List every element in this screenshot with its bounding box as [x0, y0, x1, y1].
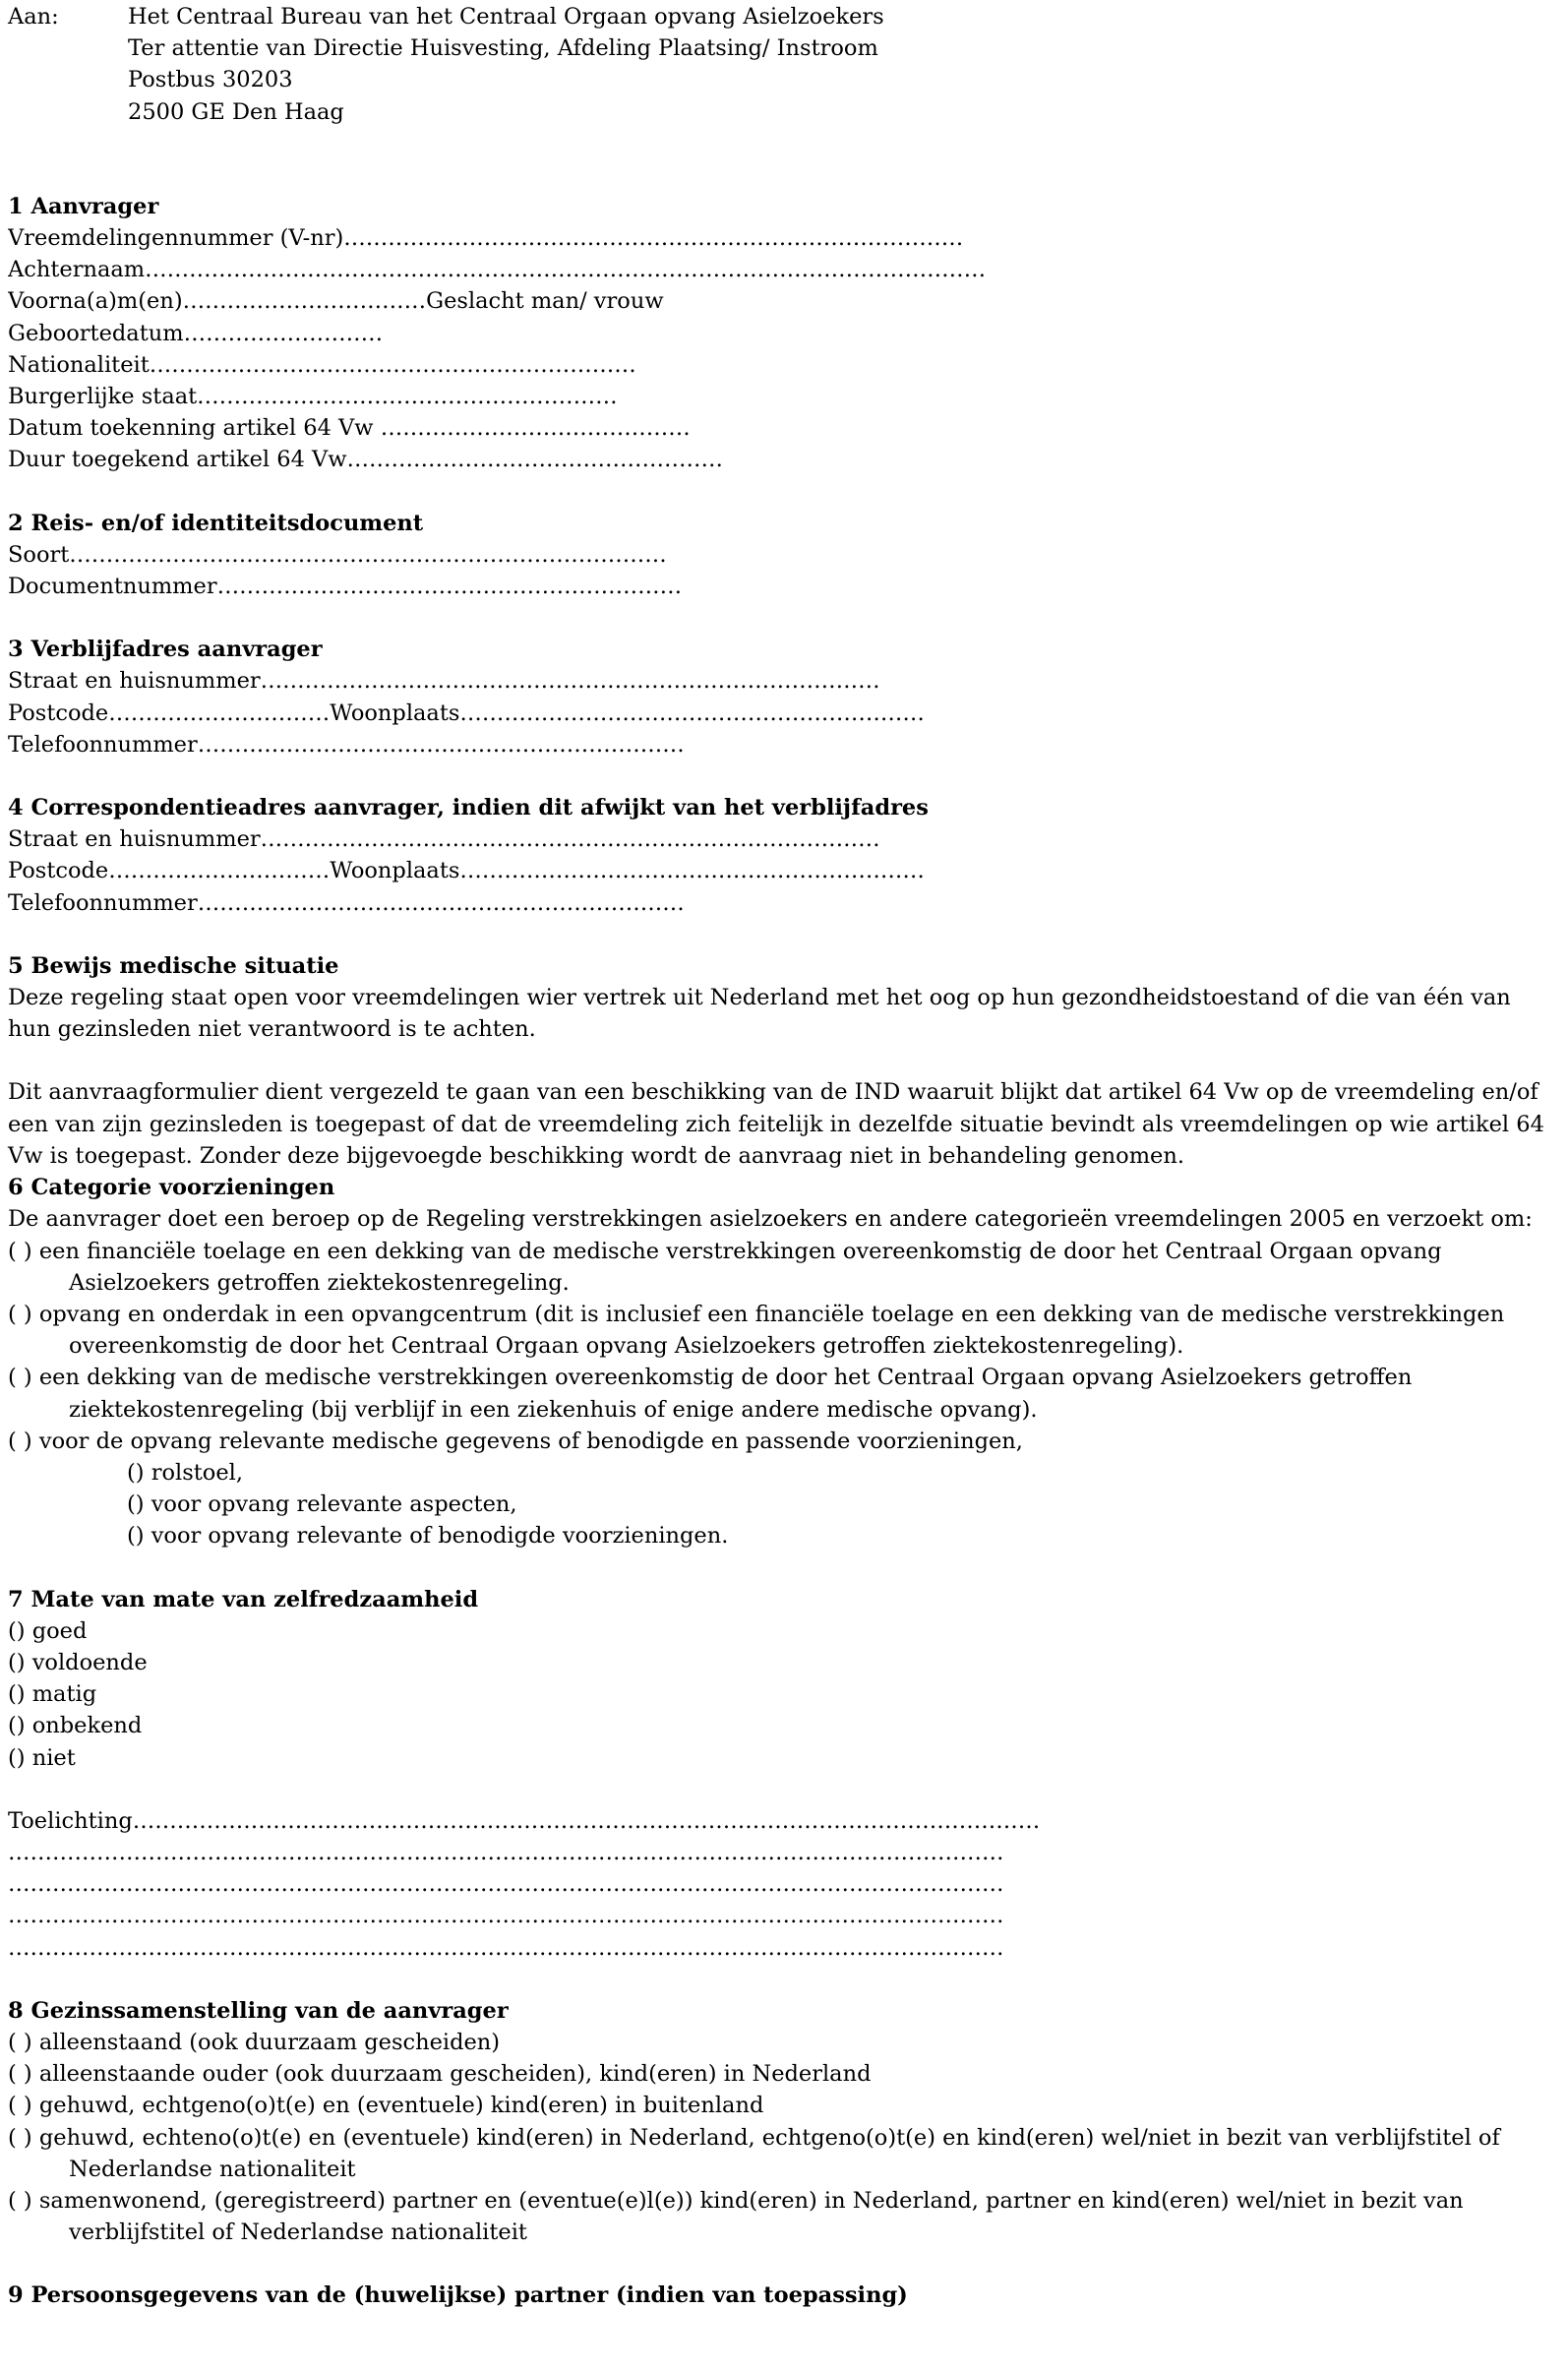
address-line: Postbus 30203 [128, 67, 293, 93]
field-corr-postcode-city[interactable]: Postcode…………………………Woonplaats……………………………………………………… [8, 858, 925, 884]
section-3-heading: 3 Verblijfadres aanvrager [8, 637, 323, 663]
field-street[interactable]: Straat en huisnummer………………………………………………………………………… [8, 668, 880, 695]
option-medical-coverage[interactable]: ( ) een dekking van de medische verstrekkingen overeenkomstig de door het Centraal Orgaan opvang Asielzoekers getroffen ziektekostenregeling (bij verblijf in een ziekenhuis of enige andere medische opvang). [8, 1365, 1413, 1423]
option-married-netherlands[interactable]: ( ) gehuwd, echteno(o)t(e) en (eventuele) kind(eren) in Nederland, echtgeno(o)t(e) en kind(eren) wel/niet in bezit van verblijfstitel of Nederlandse nationaliteit [8, 2124, 1500, 2182]
section-2-heading: 2 Reis- en/of identiteitsdocument [8, 510, 424, 536]
option-sufficient[interactable]: () voldoende [8, 1649, 148, 1675]
suboption-aspects[interactable]: () voor opvang relevante aspecten, [127, 1491, 517, 1518]
field-document-type[interactable]: Soort……………………………………………………………………… [8, 541, 667, 568]
explanation-line[interactable]: ……………………………………………………………………………………………………………………… [8, 1934, 1004, 1961]
field-corr-street[interactable]: Straat en huisnummer………………………………………………………………………… [8, 826, 880, 853]
suboption-facilities[interactable]: () voor opvang relevante of benodigde voorzieningen. [127, 1523, 729, 1550]
option-unknown[interactable]: () onbekend [8, 1713, 143, 1739]
explanation-line[interactable]: ……………………………………………………………………………………………………………………… [8, 1903, 1004, 1929]
section-7-heading: 7 Mate van mate van zelfredzaamheid [8, 1586, 479, 1612]
section-6-heading: 6 Categorie voorzieningen [8, 1175, 335, 1201]
field-civil-status[interactable]: Burgerlijke staat………………………………………………… [8, 384, 618, 410]
address-lines [128, 1, 884, 128]
field-postcode-city[interactable]: Postcode…………………………Woonplaats……………………………………………………… [8, 699, 925, 726]
address-label: Aan: [8, 4, 59, 30]
suboption-wheelchair[interactable]: () rolstoel, [127, 1459, 244, 1486]
option-single-parent[interactable]: ( ) alleenstaande ouder (ook duurzaam gescheiden), kind(eren) in Nederland [8, 2061, 872, 2088]
form-page [8, 0, 1548, 2312]
option-reception-center[interactable]: ( ) opvang en onderdak in een opvangcentrum (dit is inclusief een financiële toelage en een dekking van de medische verstrekkingen overeenkomstig de door het Centraal Orgaan opvang Asielzoekers getroffen ziektekostenregeling). [8, 1301, 1505, 1360]
section-5-heading: 5 Bewijs medische situatie [8, 952, 339, 979]
address-line: 2500 GE Den Haag [128, 98, 344, 125]
section-1-heading: 1 Aanvrager [8, 193, 159, 219]
option-good[interactable]: () goed [8, 1617, 88, 1644]
option-medical-facilities[interactable]: ( ) voor de opvang relevante medische gegevens of benodigde en passende voorzieningen, [8, 1428, 1023, 1454]
field-birthdate[interactable]: Geboortedatum……………………… [8, 320, 384, 346]
option-married-abroad[interactable]: ( ) gehuwd, echtgeno(o)t(e) en (eventuele) kind(eren) in buitenland [8, 2093, 764, 2119]
field-explanation[interactable]: Toelichting…………………………………………………………………………………………………………… [8, 1807, 1041, 1834]
field-first-names-gender[interactable]: Voorna(a)m(en)……………………………Geslacht man/ vrouw [8, 288, 664, 315]
option-financial-allowance[interactable]: ( ) een financiële toelage en een dekking van de medische verstrekkingen overeenkomstig de door het Centraal Orgaan opvang Asielzoekers getroffen ziektekostenregeling. [8, 1238, 1442, 1296]
section-5-paragraph-1: Deze regeling staat open voor vreemdelingen wier vertrek uit Nederland met het oog op hun gezondheidstoestand of die van één van hun gezinsleden niet verantwoord is te achten. [8, 985, 1511, 1043]
field-surname[interactable]: Achternaam…………………………………………………………………………………………………… [8, 257, 987, 283]
field-grant-date[interactable]: Datum toekenning artikel 64 Vw …………………………………… [8, 415, 691, 442]
explanation-line[interactable]: ……………………………………………………………………………………………………………………… [8, 1871, 1004, 1898]
field-nationality[interactable]: Nationaliteit………………………………………………………… [8, 351, 636, 378]
section-4-heading: 4 Correspondentieadres aanvrager, indien dit afwijkt van het verblijfadres [8, 795, 929, 821]
field-phone[interactable]: Telefoonnummer………………………………………………………… [8, 731, 685, 758]
option-moderate[interactable]: () matig [8, 1681, 97, 1708]
field-grant-duration[interactable]: Duur toegekend artikel 64 Vw…………………………………………… [8, 447, 724, 473]
address-block [8, 0, 1548, 128]
option-single[interactable]: ( ) alleenstaand (ook duurzaam gescheiden) [8, 2029, 501, 2055]
option-cohabiting[interactable]: ( ) samenwonend, (geregistreerd) partner en (eventue(e)l(e)) kind(eren) in Nederland, partner en kind(eren) wel/niet in bezit van verblijfstitel of Nederlandse nationaliteit [8, 2187, 1464, 2246]
section-9-heading: 9 Persoonsgegevens van de (huwelijkse) partner (indien van toepassing) [8, 2282, 908, 2309]
address-line: Het Centraal Bureau van het Centraal Orgaan opvang Asielzoekers [128, 4, 884, 30]
section-5-paragraph-2: Dit aanvraagformulier dient vergezeld te gaan van een beschikking van de IND waaruit blijkt dat artikel 64 Vw op de vreemdeling en/of een van zijn gezinsleden is toegepast of dat de vreemdeling zich feitelijk in dezelfde situatie bevindt als vreemdelingen op wie artikel 64 Vw is toegepast. Zonder deze bijgevoegde beschikking wordt de aanvraag niet in behandeling genomen. [8, 1079, 1544, 1169]
section-6-intro: De aanvrager doet een beroep op de Regeling verstrekkingen asielzoekers en andere categorieën vreemdelingen 2005 en verzoekt om: [8, 1206, 1533, 1233]
explanation-line[interactable]: ……………………………………………………………………………………………………………………… [8, 1839, 1004, 1865]
field-v-number[interactable]: Vreemdelingennummer (V-nr)………………………………………………………………………… [8, 225, 964, 252]
field-document-number[interactable]: Documentnummer……………………………………………………… [8, 574, 683, 600]
section-8-heading: 8 Gezinssamenstelling van de aanvrager [8, 1997, 509, 2024]
option-not[interactable]: () niet [8, 1744, 76, 1771]
field-corr-phone[interactable]: Telefoonnummer………………………………………………………… [8, 889, 685, 916]
address-line: Ter attentie van Directie Huisvesting, Afdeling Plaatsing/ Instroom [128, 35, 878, 62]
